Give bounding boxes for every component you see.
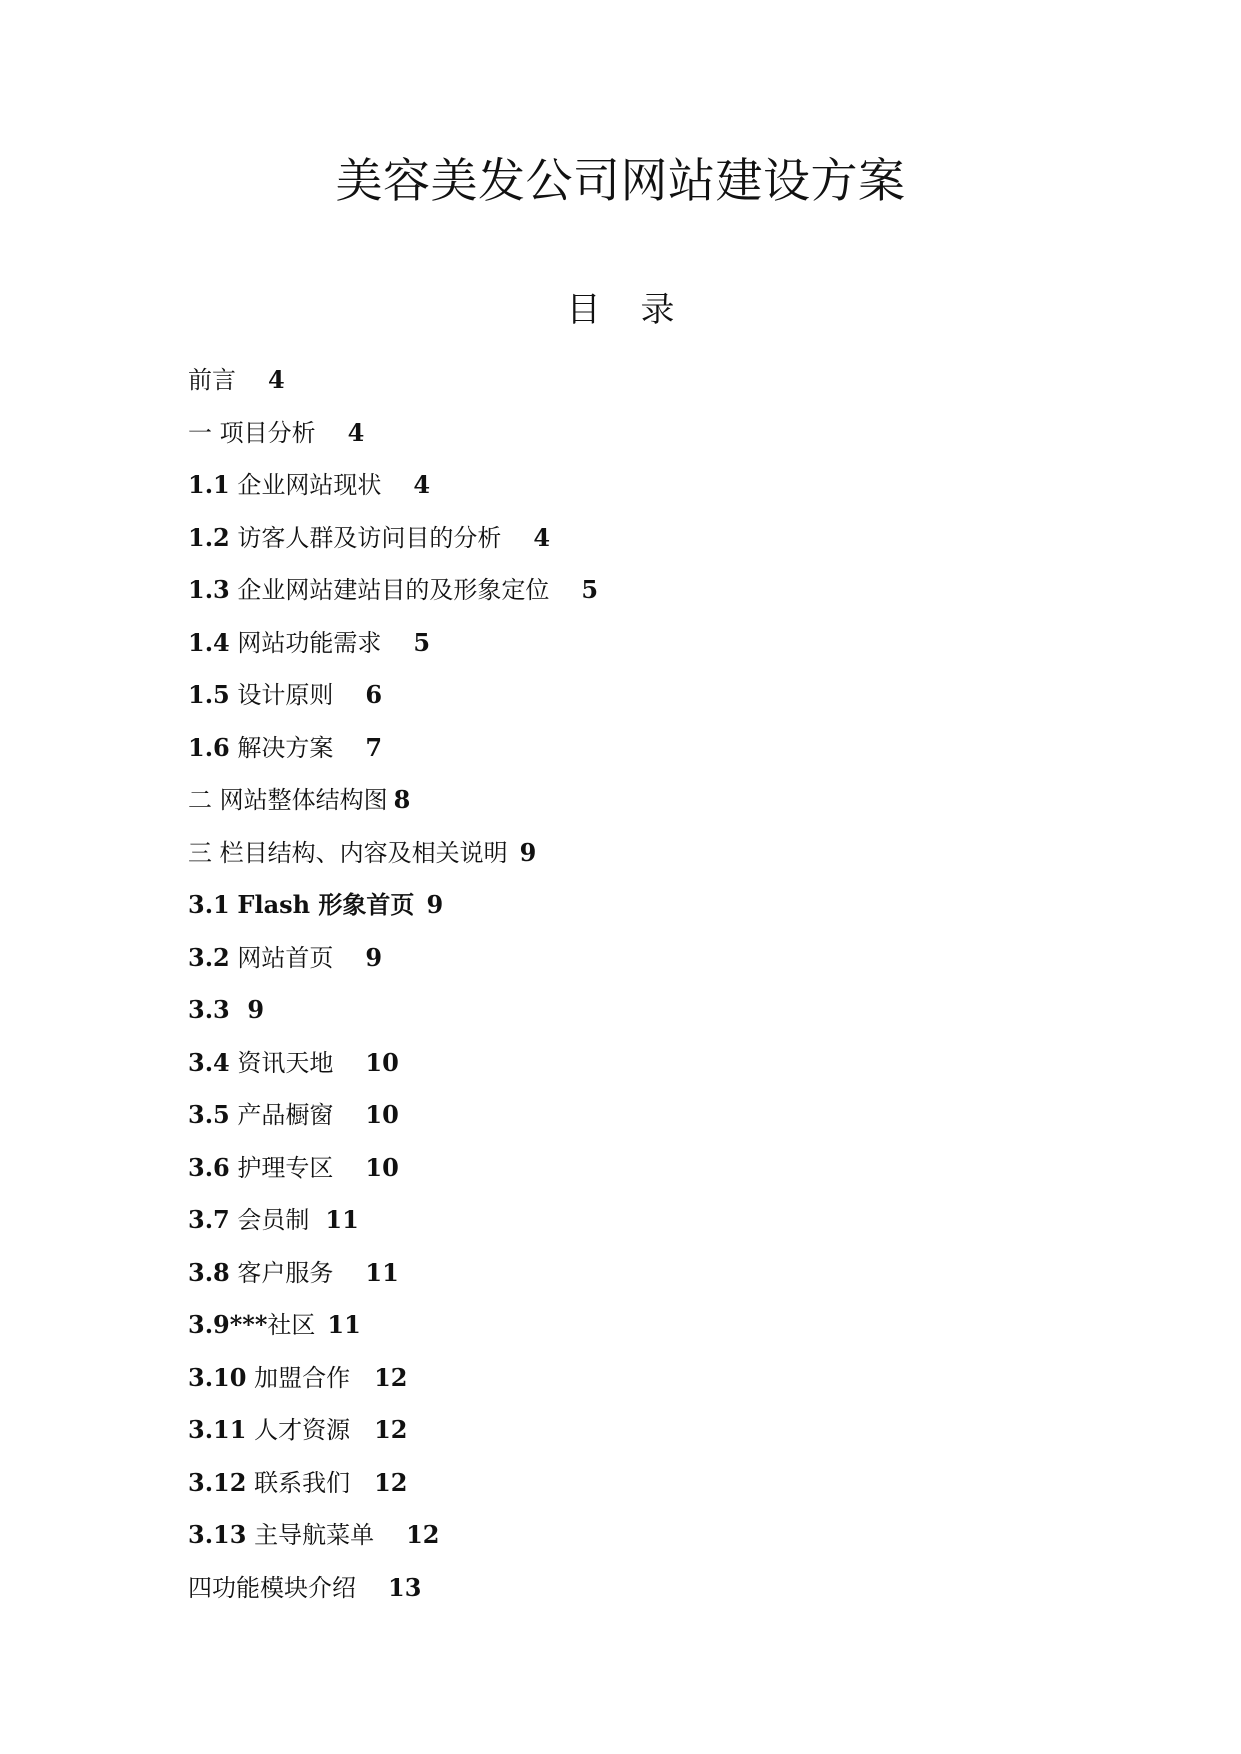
toc-entry[interactable] xyxy=(188,1301,1088,1354)
toc-entry-label: 企业网站现状 xyxy=(237,471,382,499)
toc-entry-page: 9 xyxy=(426,890,444,919)
toc-entry-page: 13 xyxy=(388,1572,422,1602)
toc-entry[interactable] xyxy=(188,566,1088,619)
toc-entry-label: 前言 xyxy=(188,366,236,394)
toc-entry-page: 9 xyxy=(519,837,537,867)
toc-entry-label: 联系我们 xyxy=(254,1468,351,1497)
toc-entry-number: 3.3 xyxy=(188,995,230,1024)
toc-entry[interactable] xyxy=(188,1354,1088,1407)
toc-entry-number: 3.8 xyxy=(188,1257,230,1287)
toc-entry-number: 3.7 xyxy=(188,1205,230,1234)
toc-entry-number: 3.11 xyxy=(188,1415,247,1444)
toc-entry[interactable] xyxy=(188,409,1088,462)
toc-heading-right: 录 xyxy=(640,290,675,330)
toc-entry[interactable] xyxy=(188,1196,1088,1249)
toc-entry-label: 社区 xyxy=(267,1311,316,1339)
toc-entry-page: 4 xyxy=(413,470,431,499)
toc-entry-label: 访客人群及访问目的分析 xyxy=(237,523,502,552)
toc-entry-page: 4 xyxy=(533,522,551,552)
toc-entry-label: 产品橱窗 xyxy=(237,1101,334,1129)
toc-entry-page: 10 xyxy=(365,1152,399,1182)
toc-entry-label: 主导航菜单 xyxy=(254,1521,375,1549)
toc-entry-number: 1.4 xyxy=(188,627,230,657)
toc-entry-label: 加盟合作 xyxy=(254,1363,351,1392)
toc-entry[interactable] xyxy=(188,356,1088,409)
toc-entry-page: 12 xyxy=(374,1415,408,1444)
document-title: 美容美发公司网站建设方案 xyxy=(335,154,906,209)
toc-entry-page: 4 xyxy=(268,365,285,394)
toc-entry-label: 网站首页 xyxy=(237,943,334,972)
toc-entry[interactable] xyxy=(188,1091,1088,1144)
toc-entry[interactable] xyxy=(188,1406,1088,1459)
toc-heading-left: 目 xyxy=(566,290,601,330)
toc-entry[interactable] xyxy=(188,619,1088,672)
toc-entry-label: 设计原则 xyxy=(237,681,334,709)
toc-entry-label: 网站功能需求 xyxy=(237,628,382,657)
toc-entry-number: 3.6 xyxy=(188,1152,230,1182)
toc-entry-label: 解决方案 xyxy=(237,733,334,762)
toc-entry-label: 资讯天地 xyxy=(237,1048,334,1077)
toc-entry-page: 6 xyxy=(365,680,383,709)
toc-entry-page: 12 xyxy=(374,1467,408,1497)
toc-entry-page: 10 xyxy=(365,1047,399,1077)
toc-entry[interactable] xyxy=(188,461,1088,514)
toc-entry-page: 12 xyxy=(374,1362,408,1392)
toc-entry[interactable] xyxy=(188,1511,1088,1564)
toc-entry-label: 人才资源 xyxy=(254,1416,351,1444)
toc-entry-label: 护理专区 xyxy=(237,1153,334,1182)
toc-entry[interactable] xyxy=(188,986,1088,1039)
toc-entry-number: 3.13 xyxy=(188,1520,247,1549)
toc-entry-page: 9 xyxy=(247,995,265,1024)
toc-entry-number: 3.12 xyxy=(188,1467,247,1497)
toc-entry-page: 5 xyxy=(413,627,431,657)
toc-entry-number: 1.1 xyxy=(188,470,230,499)
toc-entry-label: 一 项目分析 xyxy=(188,418,316,447)
toc-entry-page: 9 xyxy=(365,942,383,972)
toc-entry-number: 3.10 xyxy=(188,1362,247,1392)
toc-entry[interactable] xyxy=(188,1564,1088,1617)
toc-entry[interactable] xyxy=(188,1249,1088,1302)
toc-entry-number: 1.2 xyxy=(188,522,230,552)
table-of-contents xyxy=(188,356,1088,1616)
toc-entry[interactable] xyxy=(188,724,1088,777)
toc-entry-page: 5 xyxy=(581,575,599,604)
toc-entry[interactable] xyxy=(188,829,1088,882)
toc-heading xyxy=(0,288,1241,332)
toc-entry-label: 二 网站整体结构图 xyxy=(188,786,388,814)
toc-entry-number: 3.4 xyxy=(188,1047,230,1077)
toc-entry-label: 客户服务 xyxy=(237,1258,334,1287)
toc-entry-page: 11 xyxy=(325,1205,359,1234)
toc-entry-page: 11 xyxy=(365,1257,399,1287)
toc-entry-number: 3.2 xyxy=(188,942,230,972)
toc-entry[interactable] xyxy=(188,776,1088,829)
toc-entry[interactable] xyxy=(188,1039,1088,1092)
toc-entry-number: 3.9*** xyxy=(188,1310,268,1339)
toc-entry[interactable] xyxy=(188,881,1088,934)
toc-entry-number: 1.3 xyxy=(188,575,230,604)
toc-entry-page: 12 xyxy=(406,1520,440,1549)
toc-entry-number: 1.5 xyxy=(188,680,230,709)
toc-entry-label: 三 栏目结构、内容及相关说明 xyxy=(188,838,508,867)
toc-entry-label: 企业网站建站目的及形象定位 xyxy=(237,576,550,604)
toc-entry-page: 4 xyxy=(347,417,365,447)
toc-entry-label: 四功能模块介绍 xyxy=(188,1573,356,1602)
toc-entry[interactable] xyxy=(188,1144,1088,1197)
toc-entry-page: 7 xyxy=(365,732,383,762)
toc-entry-number: 3.1 xyxy=(188,890,230,919)
toc-entry[interactable] xyxy=(188,934,1088,987)
toc-entry[interactable] xyxy=(188,514,1088,567)
toc-entry[interactable] xyxy=(188,671,1088,724)
toc-entry-number: 1.6 xyxy=(188,732,230,762)
toc-entry-label: Flash 形象首页 xyxy=(237,890,415,919)
toc-entry-label: 会员制 xyxy=(237,1206,310,1234)
toc-entry-number: 3.5 xyxy=(188,1100,230,1129)
toc-entry[interactable] xyxy=(188,1459,1088,1512)
toc-entry-page: 10 xyxy=(365,1100,399,1129)
toc-entry-page: 8 xyxy=(393,785,411,814)
toc-entry-page: 11 xyxy=(327,1310,361,1339)
